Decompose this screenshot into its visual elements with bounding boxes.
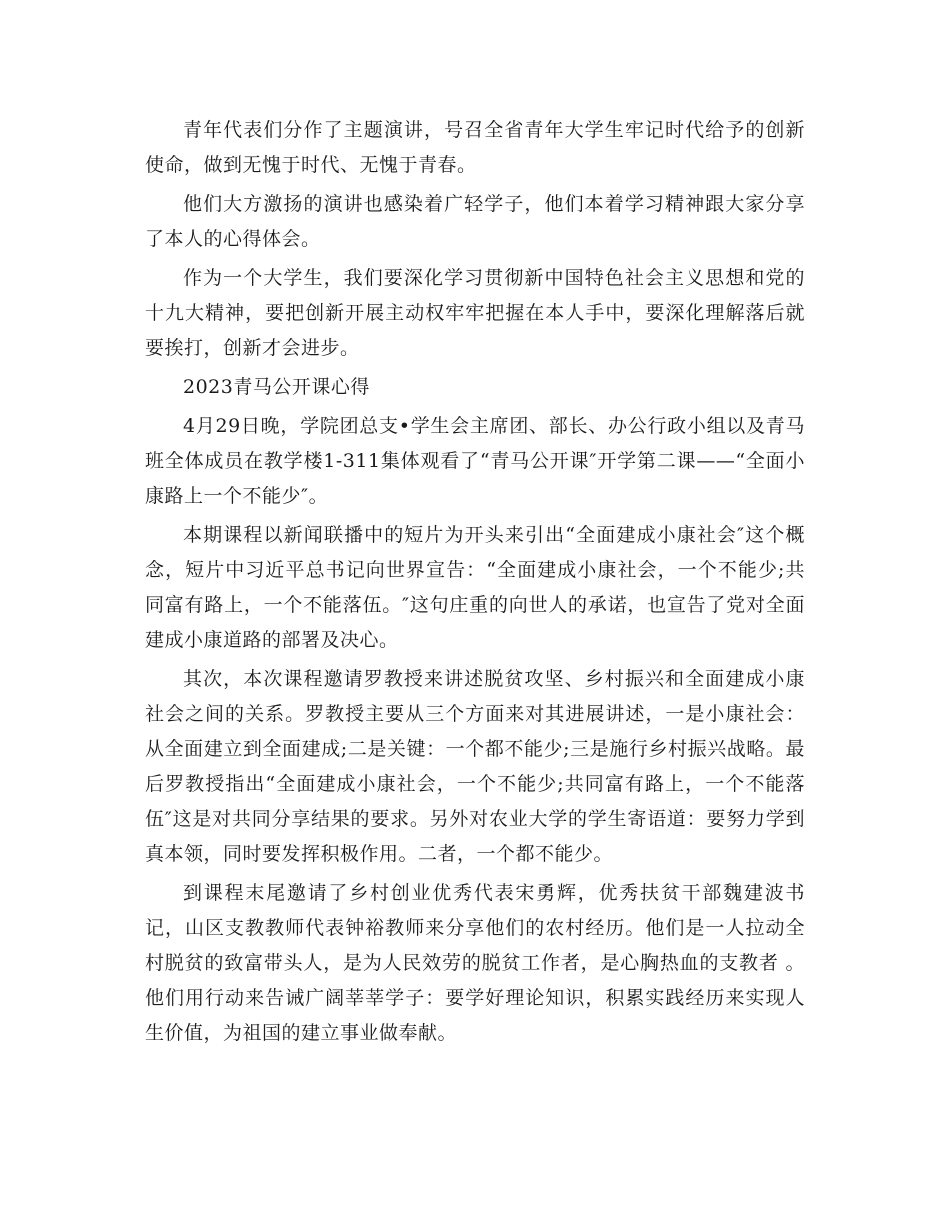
paragraph-7: 到课程末尾邀请了乡村创业优秀代表宋勇辉，优秀扶贫干部魏建波书记，山区支教教师代表钟裕教师来分享他们的农村经历。他们是一人拉动全村脱贫的致富带头人，是为人民效劳的脱贫工作者，是心胸热血的支教者 。他们用行动来告诫广阔莘莘学子：要学好理论知识，积累实践经历来实现人生价值，为祖国的建立事业做奉献。 — [145, 882, 805, 1044]
paragraph-3: 作为一个大学生，我们要深化学习贯彻新中国特色社会主义思想和党的十九大精神，要把创新开展主动权牢牢把握在本人手中，要深化理解落后就要挨打，创新才会进步。 — [145, 267, 805, 359]
paragraph-1: 青年代表们分作了主题演讲，号召全省青年大学生牢记时代给予的创新使命，做到无愧于时代、无愧于青春。 — [145, 119, 805, 176]
section-heading: 2023青马公开课心得 — [183, 376, 370, 398]
paragraph-2: 他们大方激扬的演讲也感染着广轻学子，他们本着学习精神跟大家分享了本人的心得体会。 — [145, 193, 805, 250]
paragraph-5: 本期课程以新闻联播中的短片为开头来引出“全面建成小康社会″这个概念，短片中习近平总书记向世界宣告：“全面建成小康社会，一个不能少;共同富有路上，一个不能落伍。″这句庄重的向世人的承诺，也宣告了党对全面建成小康道路的部署及决心。 — [145, 524, 805, 651]
paragraph-6: 其次，本次课程邀请罗教授来讲述脱贫攻坚、乡村振兴和全面建成小康社会之间的关系。罗教授主要从三个方面来对其进展讲述，一是小康社会：从全面建立到全面建成;二是关键：一个都不能少;三是施行乡村振兴战略。最后罗教授指出“全面建成小康社会，一个不能少;共同富有路上，一个不能落伍″这是对共同分享结果的要求。另外对农业大学的学生寄语道：要努力学到真本领，同时要发挥积极作用。二者，一个都不能少。 — [145, 668, 805, 865]
document-page — [145, 113, 805, 1051]
paragraph-4: 4月29日晚，学院团总支•学生会主席团、部长、办公行政小组以及青马班全体成员在教学楼1-311集体观看了“青马公开课″开学第二课——“全面小康路上一个不能少″。 — [145, 415, 805, 507]
